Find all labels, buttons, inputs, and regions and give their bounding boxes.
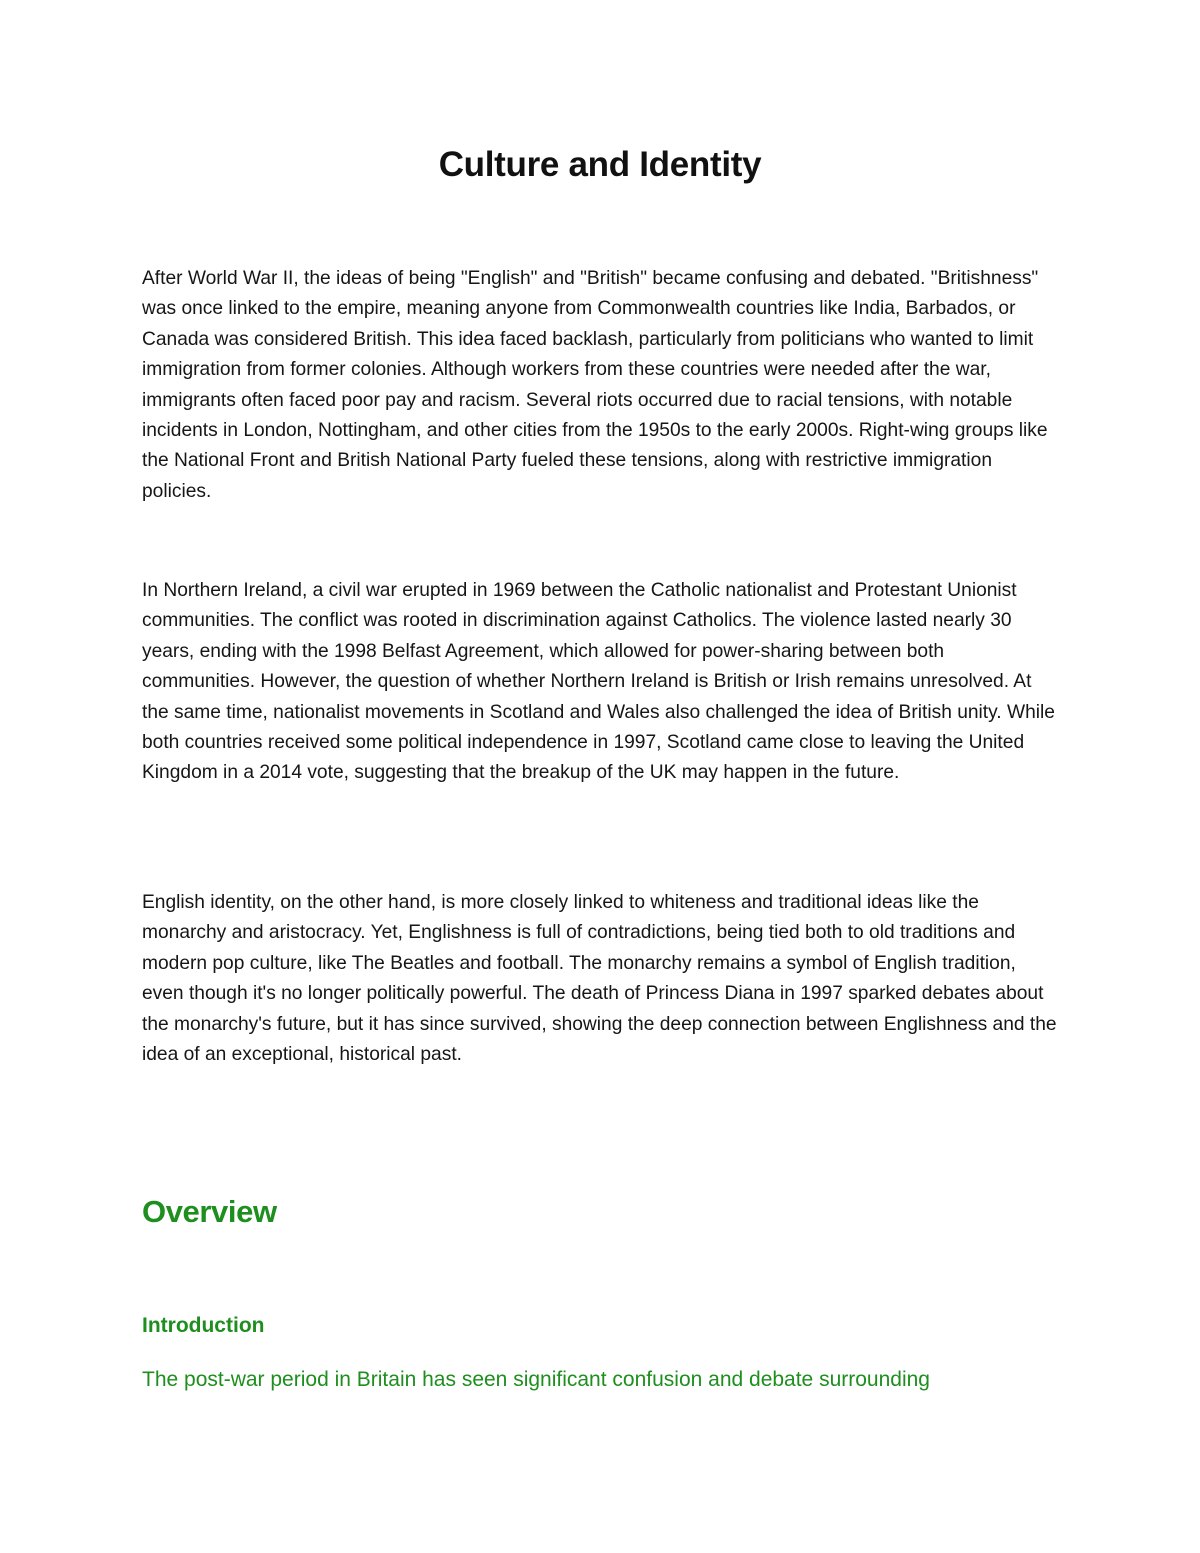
introduction-subheading: Introduction <box>142 1314 265 1337</box>
body-paragraph-northern-ireland: In Northern Ireland, a civil war erupted in 1969 between the Catholic nationalist and Protestant Unionist communities. The conflict was rooted in discrimination against Catholics. The violence lasted nearly 30 years, ending with the 1998 Belfast Agreement, which allowed for power-sharing between both communities. However, the question of whether Northern Ireland is British or Irish remains unresolved. At the same time, nationalist movements in Scotland and Wales also challenged the idea of British unity. While both countries received some political independence in 1997, Scotland came close to leaving the United Kingdom in a 2014 vote, suggesting that the breakup of the UK may happen in the future. <box>142 580 1055 784</box>
body-paragraph-english-identity: English identity, on the other hand, is more closely linked to whiteness and traditional ideas like the monarchy and aristocracy. Yet, Englishness is full of contradictions, being tied both to old traditions and modern pop culture, like The Beatles and football. The monarchy remains a symbol of English tradition, even though it's no longer politically powerful. The death of Princess Diana in 1997 sparked debates about the monarchy's future, but it has since survived, showing the deep connection between Englishness and the idea of an exceptional, historical past. <box>142 892 1057 1066</box>
body-paragraph-postwar-identity: After World War II, the ideas of being "English" and "British" became confusing and debated. "Britishness" was once linked to the empire, meaning anyone from Commonwealth countries like India, Barbados, or Canada was considered British. This idea faced backlash, particularly from politicians who wanted to limit immigration from former colonies. Although workers from these countries were needed after the war, immigrants often faced poor pay and racism. Several riots occurred due to racial tensions, with notable incidents in London, Nottingham, and other cities from the 1950s to the early 2000s. Right-wing groups like the National Front and British National Party fueled these tensions, along with restrictive immigration policies. <box>142 268 1048 502</box>
overview-heading: Overview <box>142 1194 277 1229</box>
introduction-text: The post-war period in Britain has seen significant confusion and debate surrounding <box>142 1368 930 1391</box>
document-title: Culture and Identity <box>438 145 762 184</box>
